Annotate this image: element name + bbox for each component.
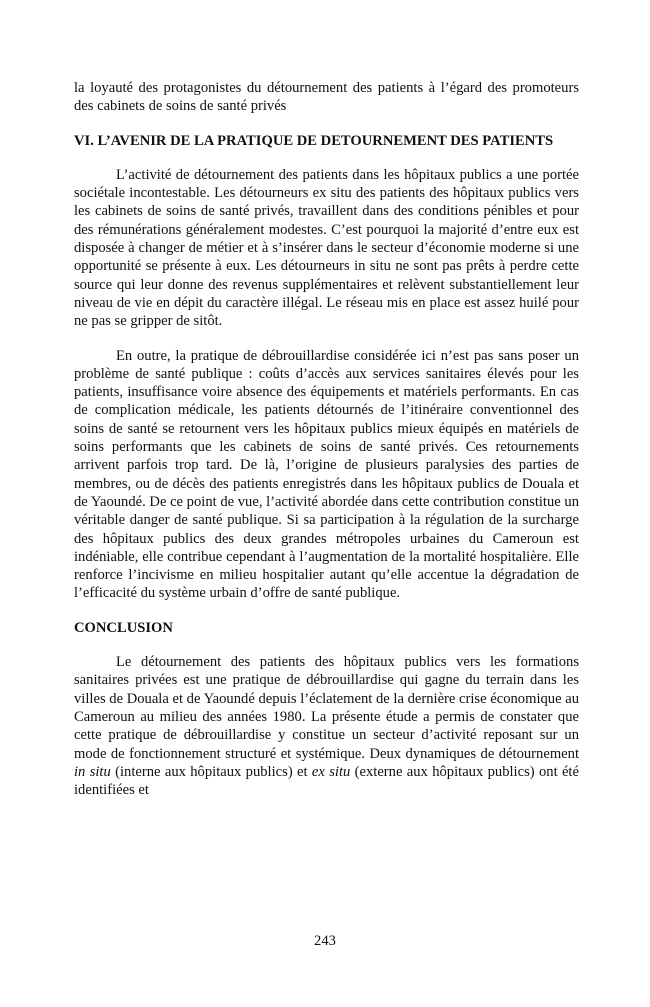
body-paragraph-2: En outre, la pratique de débrouillardise considérée ici n’est pas sans poser un problème de santé publique : coûts d’accès aux services sanitaires élevés pour les patients, insuffisance voire absence des équipements et matériels performants. En cas de complication médicale, les patients détournés de l’itinéraire conventionnel des soins de santé se retournent vers les hôpitaux publics mieux équipés en matériels de soins performants que les cabinets de soins de santé privés. Ces retournements arrivent parfois trop tard. De là, l’origine de plusieurs paralysies des parties de membres, ou de décès des patients enregistrés dans les hôpitaux publics de Douala et de Yaoundé. De ce point de vue, l’activité abordée dans cette contribution constitue un véritable danger de santé publique. Si sa participation à la régulation de la surcharge des hôpitaux publics des deux grandes métropoles urbaines du Cameroun est indéniable, elle contribue cependant à l’augmentation de la mortalité hospitalière. Elle renforce l’incivisme en milieu hospitalier autant qu’elle accentue la dégradation de l’efficacité du système urbain d’offre de santé publique. <box>74 347 579 602</box>
conclusion-paragraph <box>74 653 579 799</box>
conclusion-text-part-c: (externe aux hôpitaux publics) ont été identifiées et <box>74 763 579 799</box>
ex-situ-term: ex situ <box>311 763 351 780</box>
body-paragraph-1: L’activité de détournement des patients dans les hôpitaux publics a une portée sociétale incontestable. Les détourneurs ex situ des patients des hôpitaux publics vers les cabinets de soins de santé privés, travaillent dans des conditions pénibles et pour des rémunérations généralement modestes. C’est pourquoi la majorité d’entre eux est disposée à changer de métier et à s’insérer dans le secteur d’économie moderne si une opportunité se présente à eux. Les détourneurs in situ ne sont pas prêts à perdre cette source qui leur donne des revenus supplémentaires et relèvent substantiellement leur niveau de vie en dépit du caractère illégal. Le réseau mis en place est assez huilé pour ne pas se gripper de sitôt. <box>74 166 579 330</box>
document-page <box>74 79 579 799</box>
page-number: 243 <box>314 933 336 949</box>
section-heading: VI. L’AVENIR DE LA PRATIQUE DE DETOURNEMENT DES PATIENTS <box>74 132 554 149</box>
conclusion-text-part-b: (interne aux hôpitaux publics) et <box>110 763 312 780</box>
conclusion-text-part-a: Le détournement des patients des hôpitaux publics vers les formations sanitaires privées est une pratique de débrouillardise qui gagne du terrain dans les villes de Douala et de Yaoundé depuis l’éclatement de la dernière crise économique au Cameroun au milieu des années 1980. La présente étude a permis de constater que cette pratique de débrouillardise y constitue un secteur d’activité reposant sur un mode de fonctionnement structuré et systémique. Deux dynamiques de détournement <box>74 654 579 762</box>
intro-continuation-paragraph: la loyauté des protagonistes du détournement des patients à l’égard des promoteurs des cabinets de soins de santé privés <box>74 80 579 115</box>
conclusion-heading: CONCLUSION <box>74 619 173 636</box>
in-situ-term: in situ <box>74 763 111 780</box>
